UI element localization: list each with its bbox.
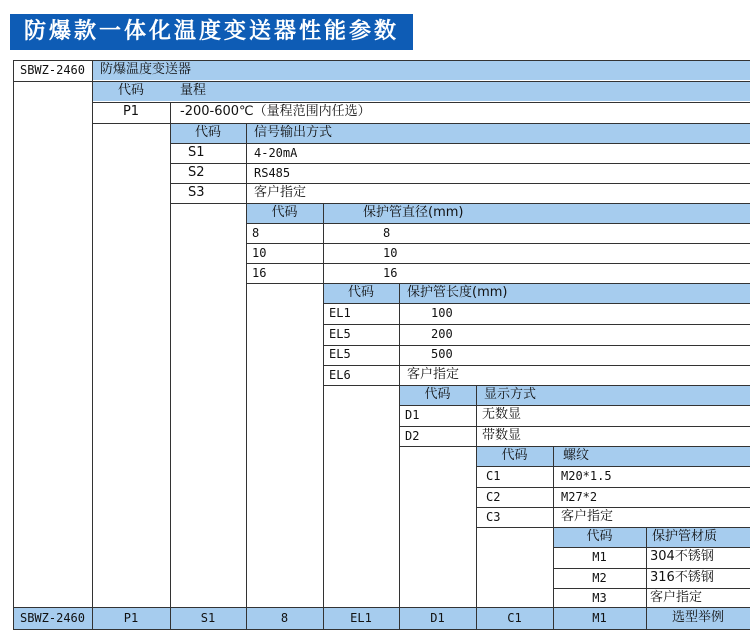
length-code: EL5 — [329, 326, 351, 341]
signal-value: 4-20mA — [254, 146, 298, 160]
display-header: 显示方式 — [484, 387, 537, 402]
thread-header: 螺纹 — [563, 448, 590, 463]
diameter-value: 10 — [383, 246, 398, 260]
thread-value: M27*2 — [561, 489, 598, 504]
grid-line — [399, 405, 750, 406]
grid-line — [323, 203, 324, 283]
range-header: 量程 — [180, 83, 207, 98]
example-code: S1 — [200, 611, 216, 625]
diameter-code: 16 — [252, 266, 267, 280]
display-value: 带数显 — [482, 428, 522, 443]
diameter-code: 8 — [252, 226, 260, 240]
example-code: P1 — [123, 611, 139, 625]
length-header: 保护管长度(mm) — [407, 285, 508, 300]
thread-code: C3 — [486, 510, 501, 524]
grid-line — [92, 60, 93, 630]
model-code-cell: SBWZ-2460 — [19, 63, 86, 77]
length-code-header: 代码 — [347, 285, 374, 300]
page-title: 防爆款一体化温度变送器性能参数 — [10, 14, 413, 50]
length-value: 200 — [431, 326, 453, 341]
diameter-header: 保护管直径(mm) — [363, 205, 464, 220]
thread-code: C2 — [486, 489, 501, 504]
material-code: M2 — [592, 570, 607, 585]
signal-value: RS485 — [254, 166, 291, 180]
thread-value: M20*1.5 — [561, 469, 612, 483]
example-code: D1 — [430, 611, 445, 625]
signal-value: 客户指定 — [254, 185, 307, 200]
grid-line — [553, 446, 554, 527]
material-value: 客户指定 — [650, 590, 703, 605]
signal-code: S1 — [188, 145, 205, 160]
grid-line — [246, 123, 247, 630]
grid-line — [323, 365, 750, 366]
grid-line — [323, 324, 750, 325]
thread-code: C1 — [486, 469, 501, 483]
display-code: D2 — [405, 429, 420, 443]
grid-line — [246, 243, 750, 244]
material-code: M1 — [592, 550, 607, 564]
example-code: C1 — [507, 611, 522, 625]
material-value: 316不锈钢 — [650, 569, 714, 585]
example-code: M1 — [592, 611, 607, 625]
display-value: 无数显 — [482, 407, 522, 422]
grid-line — [323, 303, 750, 304]
example-code: 8 — [280, 611, 289, 625]
diameter-value: 16 — [383, 266, 398, 280]
diameter-value: 8 — [383, 226, 391, 240]
grid-line — [476, 466, 750, 467]
range-code-header: 代码 — [117, 83, 144, 98]
table-left-line — [13, 60, 14, 630]
range-value: -200-600℃（量程范围内任选） — [180, 104, 371, 119]
length-value: 客户指定 — [407, 366, 460, 382]
example-code: SBWZ-2460 — [19, 611, 86, 625]
material-code: M3 — [592, 591, 607, 605]
range-code: P1 — [122, 104, 140, 119]
length-value: 100 — [431, 306, 453, 320]
length-code: EL5 — [329, 347, 351, 361]
signal-code: S2 — [188, 165, 205, 180]
thread-value: 客户指定 — [561, 509, 614, 524]
grid-line — [246, 263, 750, 264]
grid-line — [170, 102, 171, 630]
diameter-code-header: 代码 — [271, 205, 298, 220]
length-value: 500 — [431, 347, 453, 361]
diameter-code: 10 — [252, 246, 267, 260]
signal-code: S3 — [188, 185, 205, 200]
length-code: EL6 — [329, 367, 351, 382]
material-code-header: 代码 — [586, 529, 613, 544]
thread-code-header: 代码 — [501, 448, 528, 463]
product-name: 防爆温度变送器 — [100, 62, 192, 77]
grid-line — [246, 223, 750, 224]
material-value: 304不锈钢 — [650, 549, 714, 564]
grid-line — [476, 385, 477, 446]
table-bottom-line — [13, 629, 750, 630]
display-code-header: 代码 — [424, 387, 451, 402]
example-code: EL1 — [350, 611, 372, 625]
grid-line — [323, 385, 750, 386]
material-header: 保护管材质 — [652, 529, 718, 544]
grid-line — [399, 283, 400, 385]
length-code: EL1 — [329, 306, 351, 320]
grid-line — [476, 487, 750, 488]
grid-line — [323, 345, 750, 346]
signal-code-header: 代码 — [194, 125, 221, 140]
grid-line — [399, 426, 750, 427]
example-label: 选型举例 — [671, 610, 724, 625]
display-code: D1 — [405, 408, 420, 422]
signal-header: 信号输出方式 — [254, 125, 333, 140]
